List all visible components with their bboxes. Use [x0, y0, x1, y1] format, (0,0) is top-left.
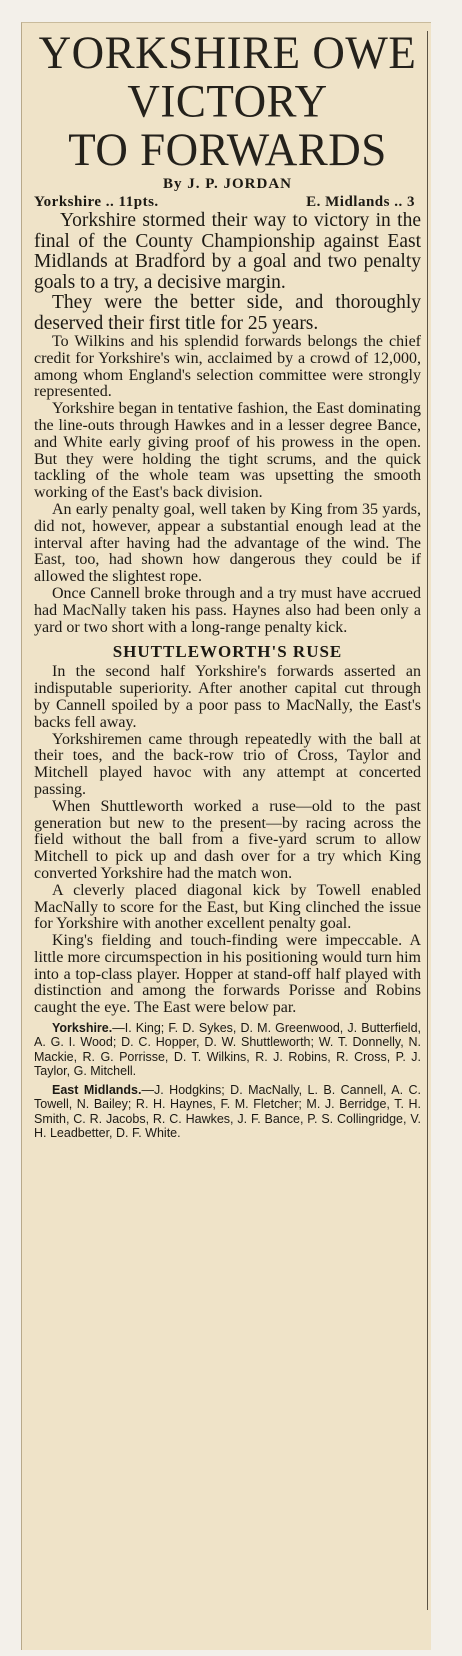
- newspaper-clipping: [21, 22, 431, 1650]
- body-paragraph: When Shuttleworth worked a ruse—old to the past generation but new to the present—by racing across the field without the ball from a five-yard scrum to allow Mitchell to pick up and dash over for a try which King converted Yorkshire had the match won.: [34, 797, 421, 882]
- score-line: [34, 194, 421, 211]
- team-players: —I. King; F. D. Sykes, D. M. Greenwood, J. Butterfield, A. G. I. Wood; D. C. Hopper, D. W. Shuttleworth; W. T. Donnelly, N. Mackie, R. G. Porrisse, D. T. Wilkins, R. J. Robins, R. Cross, P. J. Taylor, G. Mitchell.: [34, 1021, 421, 1079]
- team-lineup: [34, 1021, 421, 1079]
- headline-line: TO FORWARDS: [68, 123, 387, 176]
- lead-paragraph: Yorkshire stormed their way to victory in the final of the County Championship against East Midlands at Bradford by a goal and two penalty goals to a try, a decisive margin.: [34, 210, 421, 293]
- body-paragraph: King's fielding and touch-finding were impeccable. A little more circumspection in his positioning would turn him into a top-class player. Hopper at stand-off half played with distinction and among the forwards Porisse and Robins caught the eye. The East were below par.: [34, 932, 421, 1017]
- body-paragraph: Yorkshire began in tentative fashion, the East dominating the line-outs through Hawkes and in a lesser degree Bance, and White early giving proof of his prowess in the open. But they were holding the tight scrums, and the quick tackling of the whole team was upsetting the smooth working of the East's back division.: [34, 400, 421, 502]
- team-name: Yorkshire.: [52, 1021, 113, 1036]
- subheading: SHUTTLEWORTH'S RUSE: [112, 642, 343, 662]
- column-rule: [427, 31, 428, 1610]
- body-paragraph: A cleverly placed diagonal kick by Towell enabled MacNally to score for the East, but King clinched the issue for Yorkshire with another excellent penalty goal.: [34, 881, 421, 933]
- team-name: East Midlands.: [52, 1082, 142, 1097]
- headline-line: VICTORY: [127, 75, 328, 127]
- team-players: —J. Hodgkins; D. MacNally, L. B. Cannell, A. C. Towell, N. Bailey; R. H. Haynes, F. M. Fletcher; M. J. Berridge, T. H. Smith, C. R. Jacobs, R. C. Hawkes, J. F. Bance, P. S. Collingridge, V. H. Leadbetter, D. F. White.: [34, 1082, 421, 1140]
- headline: [34, 26, 421, 176]
- body-paragraph: To Wilkins and his splendid forwards belongs the chief credit for Yorkshire's win, acclaimed by a crowd of 12,000, among whom England's selection committee were strongly represented.: [34, 333, 421, 401]
- team-lineup: [34, 1083, 421, 1141]
- score-away: E. Midlands .. 3: [306, 194, 415, 210]
- byline: By J. P. JORDAN: [162, 176, 293, 192]
- lead-paragraph: They were the better side, and thoroughly deserved their first title for 25 years.: [34, 292, 421, 334]
- body-paragraph: In the second half Yorkshire's forwards asserted an indisputable superiority. After another capital cut through by Cannell spoiled by a poor pass to MacNally, the East's backs fell away.: [34, 663, 421, 731]
- body-paragraph: An early penalty goal, well taken by King from 35 yards, did not, however, appear a substantial enough lead at the interval after having had the advantage of the wind. The East, too, had shown how dangerous they could be if allowed the slightest rope.: [34, 500, 421, 586]
- body-paragraph: Yorkshiremen came through repeatedly with the ball at their toes, and the back-row trio of Cross, Taylor and Mitchell played havoc with any attempt at concerted passing.: [34, 730, 421, 798]
- body-paragraph: Once Cannell broke through and a try must have accrued had MacNally taken his pass. Haynes also had been only a yard or two short with a long-range penalty kick.: [34, 584, 421, 636]
- headline-line: YORKSHIRE OWE: [38, 26, 417, 79]
- score-home: Yorkshire .. 11pts.: [34, 194, 159, 210]
